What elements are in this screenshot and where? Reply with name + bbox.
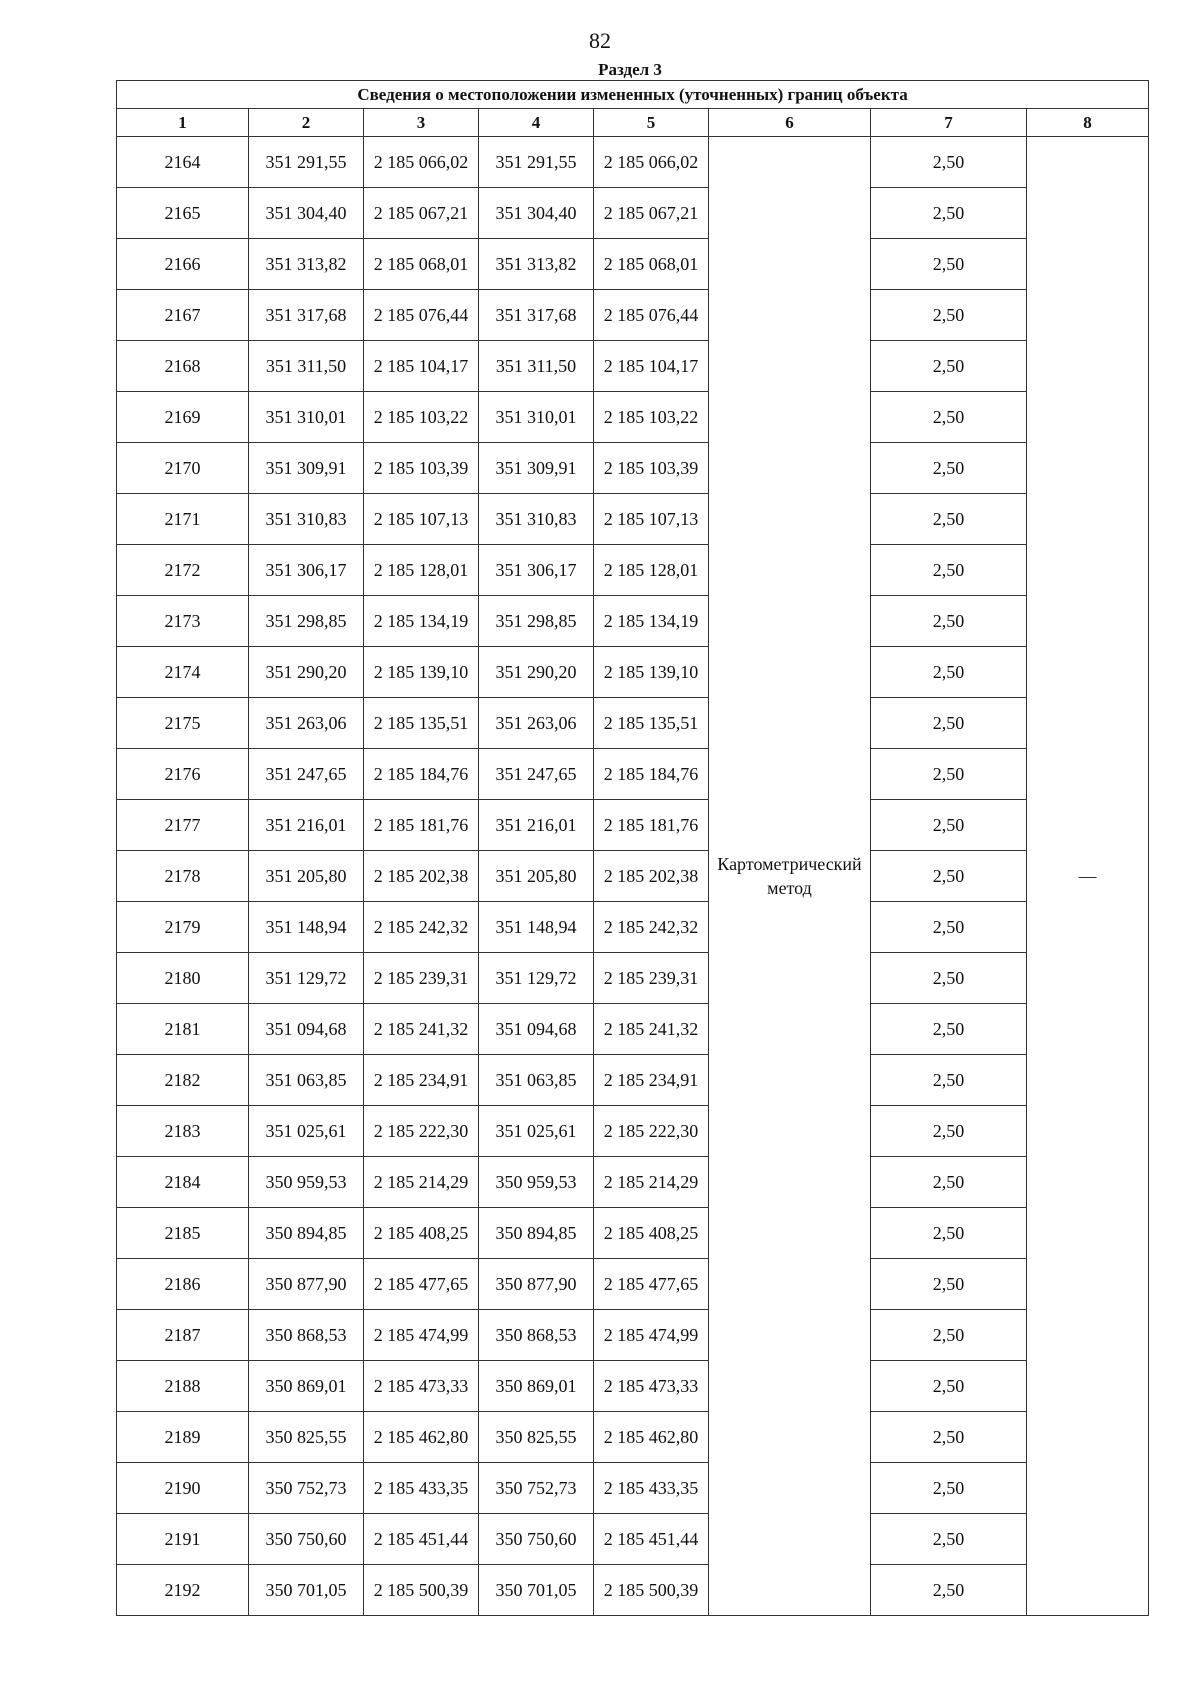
cell-y-old: 2 185 202,38 [364,851,479,902]
table-row [117,698,1149,749]
cell-accuracy: 2,50 [871,953,1027,1004]
cell-accuracy: 2,50 [871,494,1027,545]
cell-x-old: 351 310,01 [249,392,364,443]
cell-x-new: 351 309,91 [479,443,594,494]
cell-y-old: 2 185 477,65 [364,1259,479,1310]
cell-x-new: 351 148,94 [479,902,594,953]
cell-x-new: 351 247,65 [479,749,594,800]
cell-y-old: 2 185 473,33 [364,1361,479,1412]
table-row [117,443,1149,494]
table-row [117,647,1149,698]
page-number: 82 [589,28,611,53]
cell-point: 2174 [117,647,249,698]
column-number: 1 [117,109,249,137]
table-row [117,545,1149,596]
cell-accuracy: 2,50 [871,341,1027,392]
cell-x-old: 350 869,01 [249,1361,364,1412]
cell-accuracy: 2,50 [871,596,1027,647]
cell-point: 2192 [117,1565,249,1616]
cell-x-new: 351 263,06 [479,698,594,749]
cell-x-old: 351 063,85 [249,1055,364,1106]
cell-x-new: 351 310,01 [479,392,594,443]
cell-point: 2184 [117,1157,249,1208]
cell-accuracy: 2,50 [871,1055,1027,1106]
cell-y-old: 2 185 103,39 [364,443,479,494]
table-body [117,137,1149,1616]
cell-y-old: 2 185 076,44 [364,290,479,341]
cell-point: 2190 [117,1463,249,1514]
cell-y-old: 2 185 107,13 [364,494,479,545]
cell-y-old: 2 185 139,10 [364,647,479,698]
cell-point: 2181 [117,1004,249,1055]
section-title: Раздел 3 [598,60,662,79]
cell-x-old: 351 247,65 [249,749,364,800]
cell-y-new: 2 185 477,65 [594,1259,709,1310]
cell-y-new: 2 185 408,25 [594,1208,709,1259]
cell-point: 2191 [117,1514,249,1565]
cell-x-new: 350 959,53 [479,1157,594,1208]
cell-accuracy: 2,50 [871,1463,1027,1514]
cell-accuracy: 2,50 [871,545,1027,596]
cell-y-old: 2 185 242,32 [364,902,479,953]
cell-x-new: 350 750,60 [479,1514,594,1565]
cell-y-new: 2 185 451,44 [594,1514,709,1565]
table-row [117,239,1149,290]
cell-x-old: 351 263,06 [249,698,364,749]
cell-x-new: 351 317,68 [479,290,594,341]
cell-point: 2164 [117,137,249,188]
table-row [117,1412,1149,1463]
cell-y-new: 2 185 134,19 [594,596,709,647]
cell-x-old: 351 291,55 [249,137,364,188]
table-row [117,290,1149,341]
cell-y-new: 2 185 104,17 [594,341,709,392]
cell-x-old: 351 310,83 [249,494,364,545]
cell-accuracy: 2,50 [871,647,1027,698]
boundary-coordinates-table [116,80,1149,1616]
table-row [117,1463,1149,1514]
cell-x-old: 350 750,60 [249,1514,364,1565]
cell-x-old: 350 959,53 [249,1157,364,1208]
table-row [117,953,1149,1004]
cell-x-old: 351 306,17 [249,545,364,596]
table-row [117,137,1149,188]
cell-x-old: 351 205,80 [249,851,364,902]
table-row [117,851,1149,902]
cell-accuracy: 2,50 [871,1514,1027,1565]
cell-point: 2169 [117,392,249,443]
cell-point: 2171 [117,494,249,545]
cell-y-old: 2 185 239,31 [364,953,479,1004]
table-row [117,341,1149,392]
cell-x-old: 351 094,68 [249,1004,364,1055]
cell-x-new: 350 877,90 [479,1259,594,1310]
cell-accuracy: 2,50 [871,443,1027,494]
cell-x-old: 351 309,91 [249,443,364,494]
table-row [117,800,1149,851]
cell-y-new: 2 185 068,01 [594,239,709,290]
cell-point: 2176 [117,749,249,800]
cell-y-old: 2 185 103,22 [364,392,479,443]
column-number: 2 [249,109,364,137]
cell-x-old: 350 701,05 [249,1565,364,1616]
cell-x-new: 351 310,83 [479,494,594,545]
cell-y-old: 2 185 066,02 [364,137,479,188]
cell-y-new: 2 185 135,51 [594,698,709,749]
column-number: 3 [364,109,479,137]
cell-point: 2173 [117,596,249,647]
table-row [117,1310,1149,1361]
cell-x-new: 350 894,85 [479,1208,594,1259]
cell-point: 2179 [117,902,249,953]
table-row [117,1106,1149,1157]
cell-x-old: 351 304,40 [249,188,364,239]
cell-accuracy: 2,50 [871,902,1027,953]
cell-x-old: 351 148,94 [249,902,364,953]
table-row [117,749,1149,800]
cell-y-old: 2 185 067,21 [364,188,479,239]
cell-x-old: 350 868,53 [249,1310,364,1361]
cell-y-new: 2 185 462,80 [594,1412,709,1463]
cell-accuracy: 2,50 [871,1157,1027,1208]
cell-point: 2188 [117,1361,249,1412]
cell-point: 2172 [117,545,249,596]
cell-x-old: 351 290,20 [249,647,364,698]
cell-y-new: 2 185 241,32 [594,1004,709,1055]
cell-x-new: 351 216,01 [479,800,594,851]
cell-y-new: 2 185 214,29 [594,1157,709,1208]
cell-y-new: 2 185 067,21 [594,188,709,239]
cell-accuracy: 2,50 [871,188,1027,239]
cell-x-new: 351 291,55 [479,137,594,188]
cell-y-old: 2 185 214,29 [364,1157,479,1208]
cell-accuracy: 2,50 [871,851,1027,902]
cell-point: 2186 [117,1259,249,1310]
cell-accuracy: 2,50 [871,698,1027,749]
cell-y-new: 2 185 181,76 [594,800,709,851]
cell-y-new: 2 185 066,02 [594,137,709,188]
cell-point: 2166 [117,239,249,290]
cell-accuracy: 2,50 [871,239,1027,290]
table-row [117,188,1149,239]
cell-point: 2187 [117,1310,249,1361]
cell-y-new: 2 185 222,30 [594,1106,709,1157]
table-row [117,1157,1149,1208]
cell-y-new: 2 185 202,38 [594,851,709,902]
cell-y-new: 2 185 184,76 [594,749,709,800]
cell-accuracy: 2,50 [871,137,1027,188]
cell-accuracy: 2,50 [871,1208,1027,1259]
cell-y-old: 2 185 181,76 [364,800,479,851]
cell-y-new: 2 185 239,31 [594,953,709,1004]
cell-y-old: 2 185 068,01 [364,239,479,290]
cell-accuracy: 2,50 [871,1361,1027,1412]
cell-x-new: 351 205,80 [479,851,594,902]
cell-y-new: 2 185 242,32 [594,902,709,953]
table-row [117,1004,1149,1055]
column-number-row [117,109,1149,137]
cell-x-new: 351 313,82 [479,239,594,290]
cell-method: Картометрический метод [709,137,871,1616]
cell-x-new: 351 306,17 [479,545,594,596]
cell-y-old: 2 185 104,17 [364,341,479,392]
cell-point: 2182 [117,1055,249,1106]
cell-accuracy: 2,50 [871,1106,1027,1157]
cell-y-new: 2 185 500,39 [594,1565,709,1616]
cell-x-new: 351 290,20 [479,647,594,698]
cell-x-old: 351 317,68 [249,290,364,341]
table-caption: Сведения о местоположении измененных (уточненных) границ объекта [117,81,1149,109]
cell-accuracy: 2,50 [871,749,1027,800]
cell-accuracy: 2,50 [871,1310,1027,1361]
table-row [117,392,1149,443]
table-row [117,1055,1149,1106]
cell-accuracy: 2,50 [871,290,1027,341]
cell-x-new: 350 825,55 [479,1412,594,1463]
table-row [117,1361,1149,1412]
cell-x-old: 351 311,50 [249,341,364,392]
cell-y-new: 2 185 139,10 [594,647,709,698]
cell-y-old: 2 185 134,19 [364,596,479,647]
cell-x-old: 350 877,90 [249,1259,364,1310]
cell-y-new: 2 185 473,33 [594,1361,709,1412]
cell-y-old: 2 185 462,80 [364,1412,479,1463]
cell-y-new: 2 185 433,35 [594,1463,709,1514]
cell-x-new: 350 701,05 [479,1565,594,1616]
cell-point: 2167 [117,290,249,341]
cell-x-new: 350 868,53 [479,1310,594,1361]
cell-x-new: 351 311,50 [479,341,594,392]
cell-y-old: 2 185 408,25 [364,1208,479,1259]
table-row [117,902,1149,953]
cell-x-new: 350 869,01 [479,1361,594,1412]
cell-point: 2170 [117,443,249,494]
cell-y-new: 2 185 107,13 [594,494,709,545]
cell-x-new: 351 063,85 [479,1055,594,1106]
cell-accuracy: 2,50 [871,392,1027,443]
cell-y-new: 2 185 474,99 [594,1310,709,1361]
cell-accuracy: 2,50 [871,1565,1027,1616]
cell-y-new: 2 185 128,01 [594,545,709,596]
cell-point: 2178 [117,851,249,902]
cell-accuracy: 2,50 [871,1412,1027,1463]
cell-y-new: 2 185 103,22 [594,392,709,443]
cell-x-new: 351 298,85 [479,596,594,647]
cell-y-new: 2 185 076,44 [594,290,709,341]
cell-y-old: 2 185 222,30 [364,1106,479,1157]
cell-point: 2189 [117,1412,249,1463]
cell-x-old: 350 752,73 [249,1463,364,1514]
cell-y-old: 2 185 500,39 [364,1565,479,1616]
cell-y-old: 2 185 474,99 [364,1310,479,1361]
cell-x-old: 350 894,85 [249,1208,364,1259]
cell-x-new: 351 129,72 [479,953,594,1004]
cell-x-new: 351 025,61 [479,1106,594,1157]
cell-x-new: 351 094,68 [479,1004,594,1055]
table-row [117,494,1149,545]
column-number: 7 [871,109,1027,137]
cell-y-old: 2 185 433,35 [364,1463,479,1514]
cell-x-new: 351 304,40 [479,188,594,239]
cell-point: 2165 [117,188,249,239]
cell-y-old: 2 185 135,51 [364,698,479,749]
cell-accuracy: 2,50 [871,1004,1027,1055]
cell-note: — [1027,137,1149,1616]
cell-y-new: 2 185 234,91 [594,1055,709,1106]
cell-x-old: 350 825,55 [249,1412,364,1463]
cell-point: 2180 [117,953,249,1004]
column-number: 5 [594,109,709,137]
cell-point: 2175 [117,698,249,749]
cell-y-old: 2 185 234,91 [364,1055,479,1106]
table-row [117,596,1149,647]
cell-accuracy: 2,50 [871,800,1027,851]
cell-x-old: 351 025,61 [249,1106,364,1157]
table-row [117,1208,1149,1259]
cell-x-old: 351 298,85 [249,596,364,647]
cell-x-old: 351 216,01 [249,800,364,851]
column-number: 4 [479,109,594,137]
table-row [117,1514,1149,1565]
table-row [117,1565,1149,1616]
cell-point: 2168 [117,341,249,392]
cell-accuracy: 2,50 [871,1259,1027,1310]
cell-y-old: 2 185 241,32 [364,1004,479,1055]
cell-y-old: 2 185 128,01 [364,545,479,596]
cell-y-old: 2 185 184,76 [364,749,479,800]
column-number: 6 [709,109,871,137]
cell-x-new: 350 752,73 [479,1463,594,1514]
cell-y-old: 2 185 451,44 [364,1514,479,1565]
column-number: 8 [1027,109,1149,137]
cell-x-old: 351 313,82 [249,239,364,290]
cell-y-new: 2 185 103,39 [594,443,709,494]
table-row [117,1259,1149,1310]
cell-point: 2183 [117,1106,249,1157]
cell-x-old: 351 129,72 [249,953,364,1004]
cell-point: 2177 [117,800,249,851]
cell-point: 2185 [117,1208,249,1259]
